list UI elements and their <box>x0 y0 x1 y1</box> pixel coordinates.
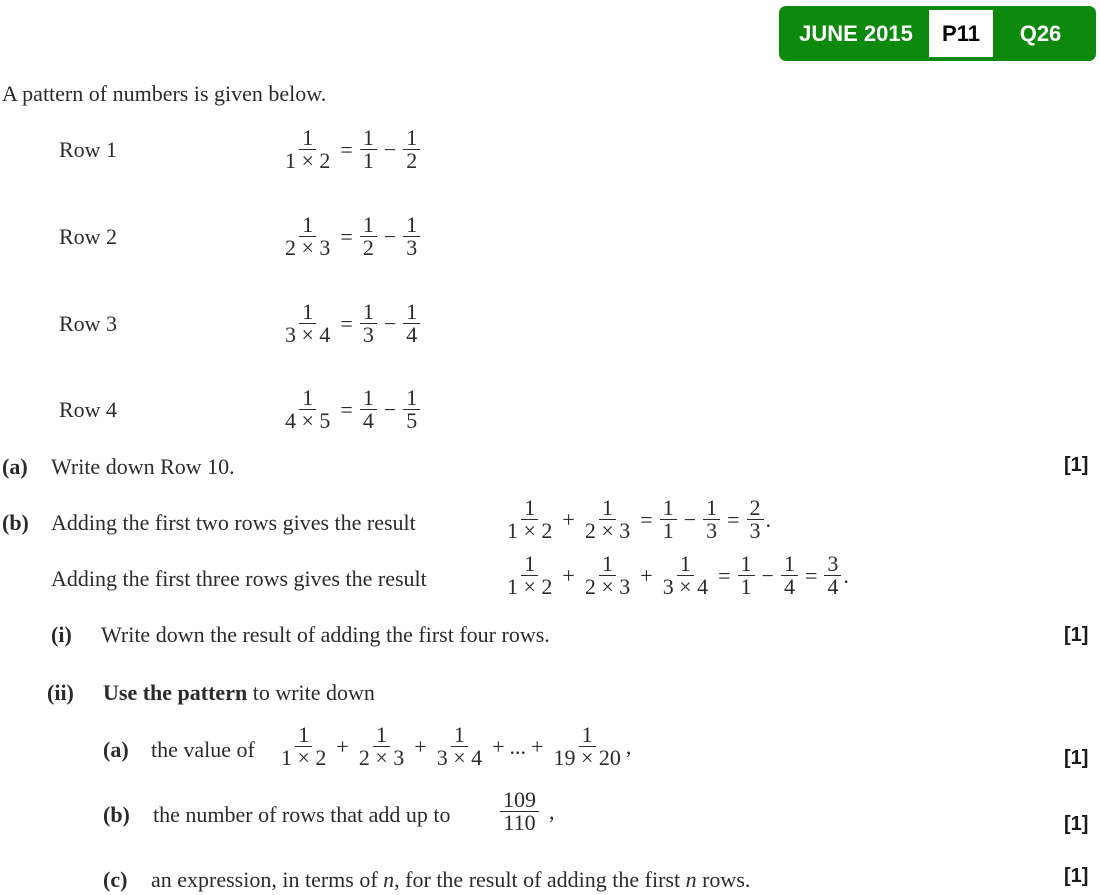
part-a-text: Write down Row 10. <box>51 454 235 479</box>
sub-a-mark: [1] <box>1064 747 1089 769</box>
row-label: Row 2 <box>59 224 118 249</box>
part-b-i-mark: [1] <box>1064 624 1089 646</box>
sub-a-text: the value of <box>151 737 255 762</box>
row-equation: $\frac{1}{1 \times 2}$ = $\frac{1}{1}$ − $\frac{1}{2}$ <box>280 127 422 172</box>
part-a-mark: [1] <box>1064 454 1089 476</box>
part-b-text-1: Adding the first two rows gives the result <box>51 510 416 535</box>
sub-a-series: $\frac{1}{1 \times 2}$ + $\frac{1}{2 \times 3}$ + $\frac{1}{3 \times 4}$ + ... + $\frac{1}{19 \times 20}$ , <box>281 722 632 770</box>
sub-b-fraction: $\frac{109}{110}$ , <box>498 789 555 834</box>
sub-c-text: an expression, in terms of n, for the result of adding the first n rows. <box>151 867 751 892</box>
part-a-label: (a) <box>2 454 28 479</box>
row-label: Row 1 <box>59 137 118 162</box>
part-b-ii-label: (ii) <box>47 680 74 705</box>
part-b-i-label: (i) <box>51 622 72 647</box>
sub-b-text: the number of rows that add up to <box>153 802 451 827</box>
part-b-text-2: Adding the first three rows gives the result <box>51 566 427 591</box>
part-b-equation-1: $\frac{1}{1 \times 2}$ + $\frac{1}{2 \times 3}$ = $\frac{1}{1}$ − $\frac{1}{3}$ = $\frac{2}{3}$ . <box>507 495 772 543</box>
row-label: Row 4 <box>59 397 118 422</box>
sub-c-mark: [1] <box>1064 865 1089 887</box>
sub-b-label: (b) <box>103 802 130 827</box>
part-b-i-text: Write down the result of adding the first four rows. <box>101 622 550 647</box>
intro-text: A pattern of numbers is given below. <box>2 81 327 106</box>
session-label: JUNE 2015 <box>799 20 913 46</box>
part-b-equation-2: $\frac{1}{1 \times 2}$ + $\frac{1}{2 \times 3}$ + $\frac{1}{3 \times 4}$ = $\frac{1}{1}$ − $\frac{1}{4}$ = $\frac{3}{4}$ . <box>507 551 849 599</box>
sub-c-label: (c) <box>103 867 128 892</box>
paper-label: P11 <box>929 10 993 57</box>
sub-b-mark: [1] <box>1064 813 1089 835</box>
row-equation: $\frac{1}{3 \times 4}$ = $\frac{1}{3}$ − $\frac{1}{4}$ <box>280 301 422 346</box>
question-reference-badge <box>779 6 1096 61</box>
sub-a-label: (a) <box>103 737 129 762</box>
row-equation: $\frac{1}{4 \times 5}$ = $\frac{1}{4}$ − $\frac{1}{5}$ <box>280 387 422 432</box>
question-label: Q26 <box>1019 20 1062 46</box>
row-label: Row 3 <box>59 311 118 336</box>
part-b-label: (b) <box>2 510 29 535</box>
row-equation: $\frac{1}{2 \times 3}$ = $\frac{1}{2}$ − $\frac{1}{3}$ <box>280 214 422 259</box>
part-b-ii-text: Use the pattern to write down <box>103 680 375 705</box>
